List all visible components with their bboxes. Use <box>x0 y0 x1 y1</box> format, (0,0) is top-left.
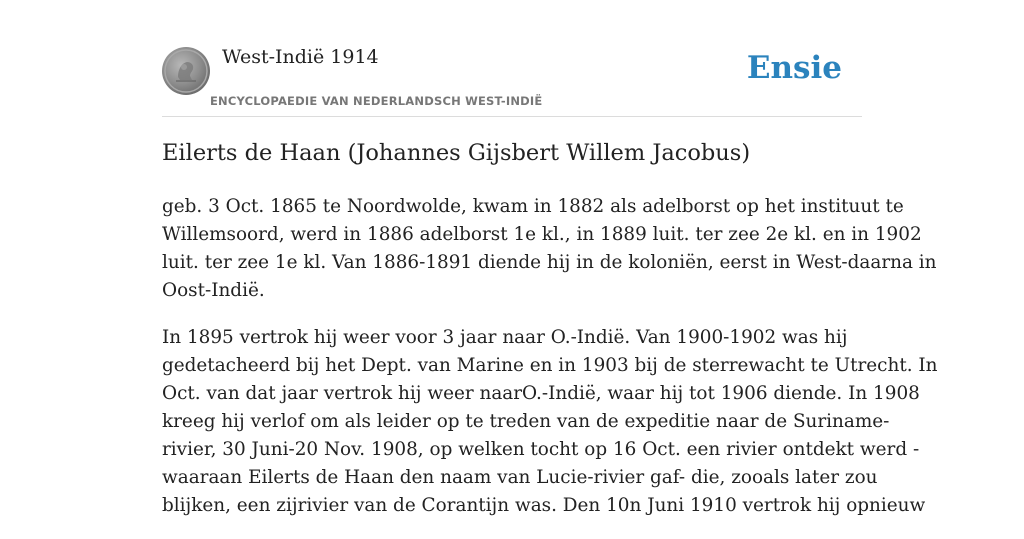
paragraph-line: Oost-Indië. <box>162 280 265 301</box>
site-header <box>162 40 862 117</box>
article-paragraph <box>162 324 938 520</box>
paragraph-line: geb. 3 Oct. 1865 te Noordwolde, kwam in 1882 als adelborst op het instituut te <box>162 196 904 217</box>
paragraph-line: In 1895 vertrok hij weer voor 3 jaar naar O.-Indië. Van 1900-1902 was hij <box>162 327 848 348</box>
paragraph-line: kreeg hij verlof om als leider op te treden van de expeditie naar de Suriname- <box>162 411 890 432</box>
article-body <box>162 193 938 539</box>
paragraph-line: Oct. van dat jaar vertrok hij weer naarO.-Indië, waar hij tot 1906 diende. In 1908 <box>162 383 920 404</box>
paragraph-line: waaraan Eilerts de Haan den naam van Lucie-rivier gaf- die, zooals later zou <box>162 467 878 488</box>
paragraph-line: blijken, een zijrivier van de Corantijn was. Den 10n Juni 1910 vertrok hij opnieuw <box>162 495 926 516</box>
site-title[interactable]: West-Indië 1914 <box>222 46 379 68</box>
brand-logo-link[interactable]: Ensie <box>746 50 842 86</box>
coin-logo-icon[interactable] <box>162 47 210 95</box>
paragraph-line: rivier, 30 Juni-20 Nov. 1908, op welken tocht op 16 Oct. een rivier ontdekt werd - <box>162 439 920 460</box>
paragraph-line: Willemsoord, werd in 1886 adelborst 1e kl., in 1889 luit. ter zee 2e kl. en in 1902 <box>162 224 922 245</box>
paragraph-line: gedetacheerd bij het Dept. van Marine en in 1903 bij de sterrewacht te Utrecht. In <box>162 355 938 376</box>
paragraph-line: luit. ter zee 1e kl. Van 1886-1891 diende hij in de koloniën, eerst in West-daarna in <box>162 252 937 273</box>
article-title: Eilerts de Haan (Johannes Gijsbert Willem Jacobus) <box>162 140 751 166</box>
site-subtitle: ENCYCLOPAEDIE VAN NEDERLANDSCH WEST-INDIË <box>210 94 543 108</box>
article-paragraph <box>162 193 937 305</box>
